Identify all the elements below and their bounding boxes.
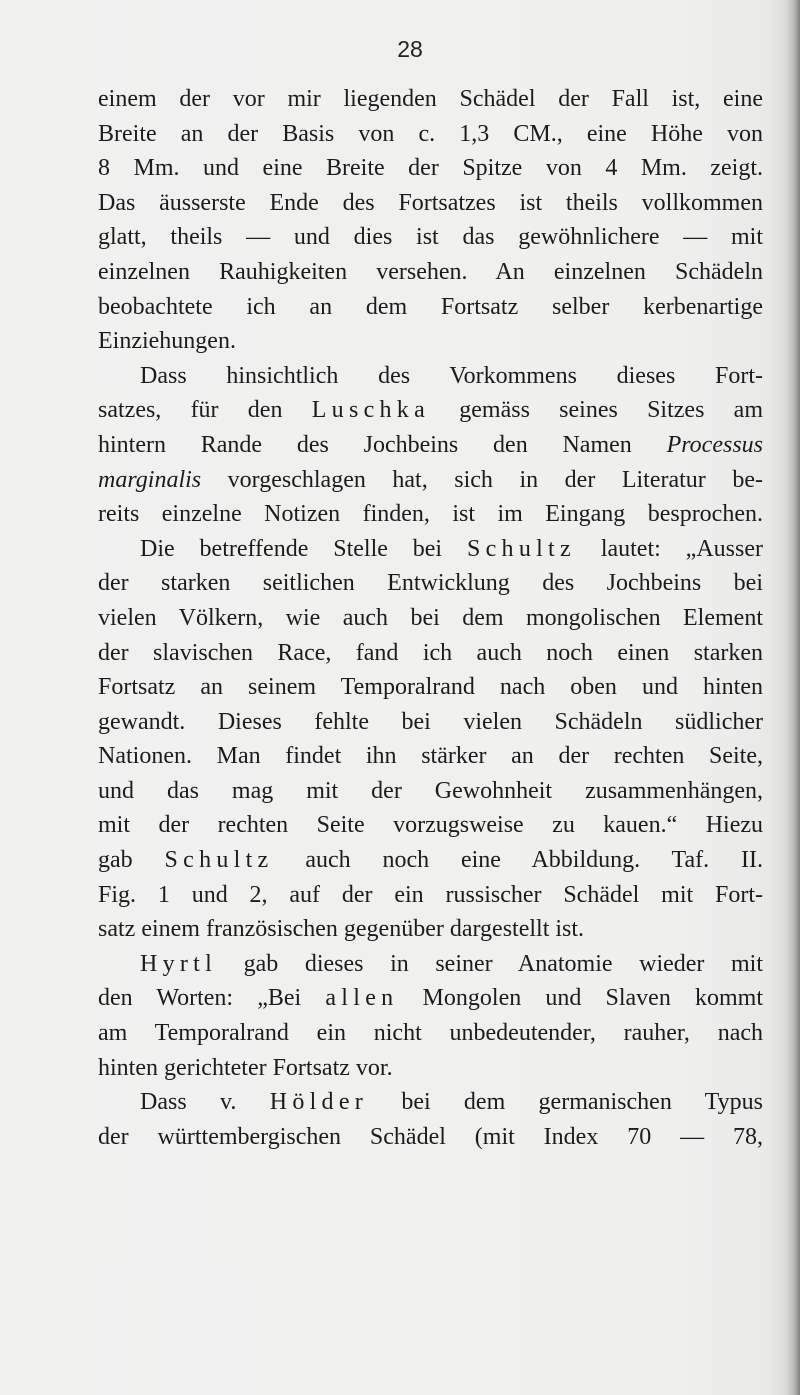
text-line [98, 532, 763, 567]
text-line [98, 463, 763, 498]
text-line [98, 739, 763, 774]
text-segment: beobachtete ich an dem Fortsatz selber kerbenartige [98, 293, 763, 320]
text-line [98, 705, 763, 740]
spaced-name: Luschka [311, 397, 430, 424]
text-line [98, 774, 763, 809]
text-segment: hintern Rande des Jochbeins den Namen [98, 431, 667, 458]
text-line [98, 497, 763, 532]
text-segment: Das äusserste Ende des Fortsatzes ist theils vollkommen [98, 189, 763, 216]
text-line [98, 566, 763, 601]
text-line [98, 82, 763, 117]
text-segment: lautet: „Ausser [575, 535, 763, 562]
body-text [98, 82, 763, 1154]
text-line [98, 1051, 763, 1086]
text-segment: satz einem französischen gegenüber dargestellt ist. [98, 916, 585, 943]
spaced-name: Schultz [466, 535, 576, 562]
spaced-name: allen [325, 985, 399, 1012]
text-segment: glatt, theils — und dies ist das gewöhnlichere — mit [98, 224, 763, 251]
text-segment: Dass v. [140, 1089, 270, 1116]
text-segment: Fig. 1 und 2, auf der ein russischer Schädel mit Fort- [98, 881, 763, 908]
text-segment: gemäss seines Sitzes am [430, 397, 763, 424]
text-line [98, 601, 763, 636]
text-segment: Einziehungen. [98, 328, 236, 355]
text-segment: Mongolen und Slaven kommt [398, 985, 763, 1012]
text-segment: der slavischen Race, fand ich auch noch einen starken [98, 639, 763, 666]
text-line [98, 255, 763, 290]
text-segment: den Worten: „Bei [98, 985, 326, 1012]
text-line [98, 636, 763, 671]
text-line [98, 117, 763, 152]
page-number: 28 [397, 36, 423, 62]
text-segment: Dass hinsichtlich des Vorkommens dieses Fort- [140, 362, 763, 389]
text-segment: einzelnen Rauhigkeiten versehen. An einzelnen Schädeln [98, 258, 763, 285]
text-segment: satzes, für den [98, 397, 312, 424]
text-segment: mit der rechten Seite vorzugsweise zu kauen.“ Hiezu [98, 812, 763, 839]
text-line [98, 290, 763, 325]
text-segment: der württembergischen Schädel (mit Index 70 — 78, [98, 1123, 763, 1150]
text-segment: 8 Mm. und eine Breite der Spitze von 4 Mm. zeigt. [98, 155, 763, 182]
text-segment: Breite an der Basis von c. 1,3 CM., eine Höhe von [98, 120, 763, 147]
text-segment: und das mag mit der Gewohnheit zusammenhängen, [98, 777, 763, 804]
text-segment: gewandt. Dieses fehlte bei vielen Schädeln südlicher [98, 708, 763, 735]
text-segment: bei dem germanischen Typus [368, 1089, 763, 1116]
text-segment: Die betreffende Stelle bei [140, 535, 467, 562]
text-line [98, 947, 763, 982]
spaced-name: Hyrtl [140, 950, 218, 977]
text-line [98, 151, 763, 186]
text-line [98, 1016, 763, 1051]
text-segment: hinten gerichteter Fortsatz vor. [98, 1054, 393, 1081]
text-line [98, 843, 763, 878]
text-line [98, 186, 763, 221]
text-segment: einem der vor mir liegenden Schädel der Fall ist, eine [98, 86, 763, 112]
text-line [98, 220, 763, 255]
italic-term: marginalis [98, 466, 202, 493]
text-line [98, 1120, 763, 1155]
text-segment: reits einzelne Notizen finden, ist im Eingang besprochen. [98, 501, 763, 528]
text-segment: Fortsatz an seinem Temporalrand nach oben und hinten [98, 674, 763, 701]
text-line [98, 1085, 763, 1120]
spaced-name: Schultz [164, 847, 274, 874]
text-segment: auch noch eine Abbildung. Taf. II. [273, 847, 763, 874]
text-line [98, 670, 763, 705]
text-line [98, 359, 763, 394]
text-line [98, 878, 763, 913]
text-segment: der starken seitlichen Entwicklung des Jochbeins bei [98, 570, 763, 597]
text-line [98, 912, 763, 947]
text-segment: Nationen. Man findet ihn stärker an der rechten Seite, [98, 743, 763, 770]
spaced-name: Hölder [269, 1089, 369, 1116]
text-segment: vielen Völkern, wie auch bei dem mongolischen Element [98, 604, 763, 631]
text-segment: gab [98, 847, 165, 874]
text-line [98, 428, 763, 463]
text-line [98, 808, 763, 843]
text-line [98, 393, 763, 428]
text-segment: vorgeschlagen hat, sich in der Literatur be- [201, 466, 763, 493]
text-line [98, 981, 763, 1016]
italic-term: Processus [666, 431, 763, 458]
page-edge-shadow [786, 0, 800, 1395]
text-line [98, 324, 763, 359]
text-segment: gab dieses in seiner Anatomie wieder mit [217, 950, 763, 977]
text-segment: am Temporalrand ein nicht unbedeutender, rauher, nach [98, 1020, 763, 1047]
